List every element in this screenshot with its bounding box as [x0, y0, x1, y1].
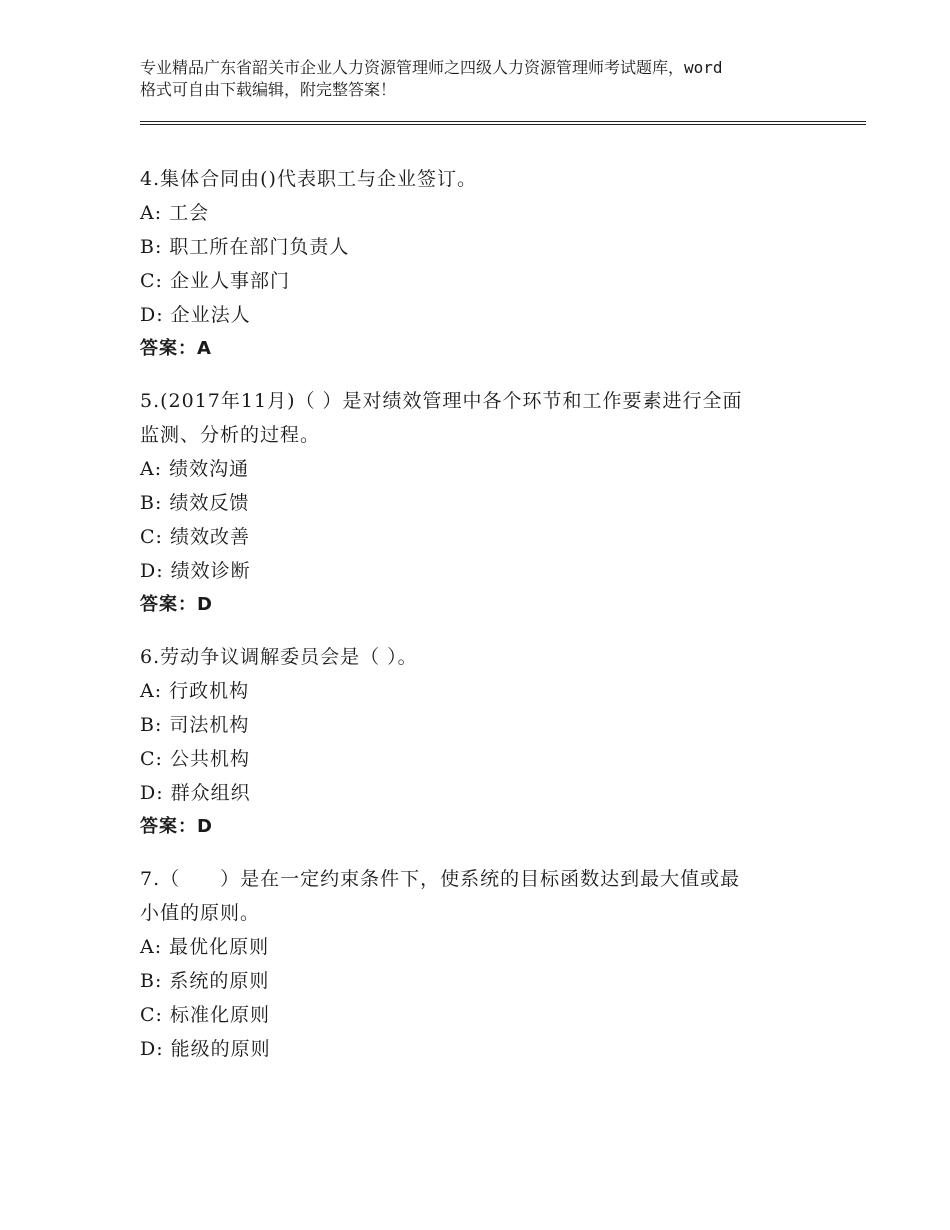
question-5 [140, 384, 820, 622]
option-d: D: 能级的原则 [140, 1038, 271, 1060]
option-b: B: 绩效反馈 [140, 492, 250, 514]
answer: 答案：A [140, 338, 212, 359]
option-a: A: 工会 [140, 202, 210, 224]
option-c: C: 公共机构 [140, 748, 250, 770]
document-header [140, 57, 830, 101]
question-stem: 5.(2017年11月)（ ）是对绩效管理中各个环节和工作要素进行全面 [140, 390, 743, 412]
option-c: C: 企业人事部门 [140, 270, 290, 292]
question-stem: 4.集体合同由()代表职工与企业签订。 [140, 168, 477, 190]
option-d: D: 群众组织 [140, 782, 251, 804]
question-4 [140, 162, 820, 366]
option-a: A: 行政机构 [140, 680, 250, 702]
question-7 [140, 862, 820, 1066]
header-divider [140, 121, 866, 122]
header-line: 专业精品广东省韶关市企业人力资源管理师之四级人力资源管理师考试题库，word [140, 58, 723, 77]
answer: 答案：D [140, 594, 213, 615]
option-a: A: 最优化原则 [140, 936, 270, 958]
option-d: D: 企业法人 [140, 304, 251, 326]
option-c: C: 绩效改善 [140, 526, 250, 548]
header-line: 格式可自由下载编辑，附完整答案！ [140, 80, 397, 99]
question-stem-continued: 监测、分析的过程。 [140, 424, 321, 446]
option-b: B: 司法机构 [140, 714, 250, 736]
question-6 [140, 640, 820, 844]
option-b: B: 系统的原则 [140, 970, 270, 992]
question-stem: 6.劳动争议调解委员会是（ ）。 [140, 646, 418, 668]
option-d: D: 绩效诊断 [140, 560, 251, 582]
question-list [140, 162, 820, 1084]
option-c: C: 标准化原则 [140, 1004, 270, 1026]
option-b: B: 职工所在部门负责人 [140, 236, 350, 258]
answer: 答案：D [140, 816, 213, 837]
question-stem-continued: 小值的原则。 [140, 902, 261, 924]
header-divider [140, 124, 866, 125]
option-a: A: 绩效沟通 [140, 458, 250, 480]
question-stem: 7.（ ）是在一定约束条件下，使系统的目标函数达到最大值或最 [140, 868, 741, 890]
